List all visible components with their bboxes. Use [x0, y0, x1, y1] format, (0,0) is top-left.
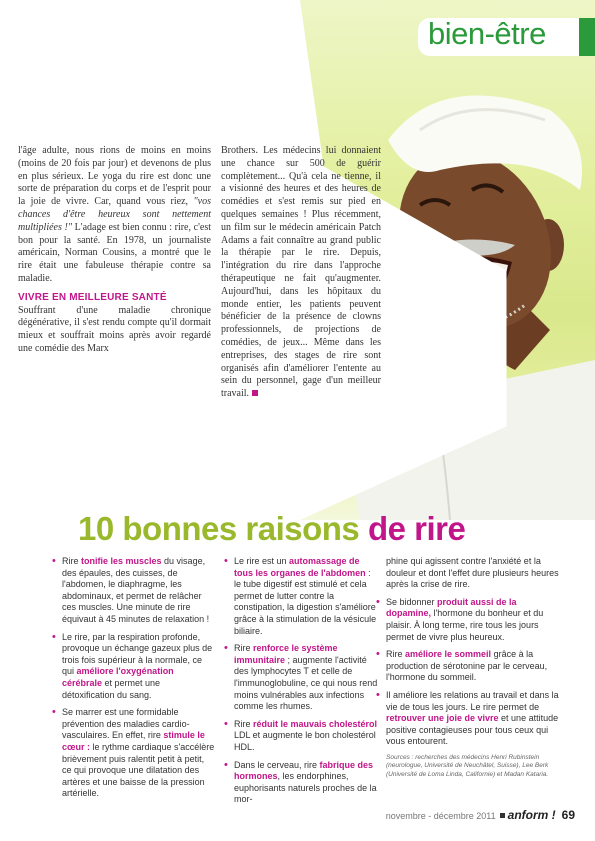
reason-item-5: • Rire renforce le système immunitaire ; augmente l'activité des lymphocytes T et celle de l'immunoglobuline, ce qui nous rend moins vulnérables aux infections comme les rhumes.	[222, 643, 380, 713]
col1-paragraph-1	[18, 145, 211, 286]
page-number: 69	[561, 808, 575, 822]
col1-quote: "vos chances d'être heureux sont nettement multipliées !"	[18, 196, 211, 233]
title-part-2: de rire	[367, 510, 466, 547]
reasons-column-1	[50, 556, 215, 806]
reason-item-4: • Le rire est un automassage de tous les organes de l'abdomen : le tube digestif est stimulé et cela permet de lutter contre la constipation, la digestion s'améliore grâce à la stimulation de la vésicule biliaire.	[222, 556, 380, 637]
footer-square-icon	[500, 813, 505, 818]
reasons-column-2	[222, 556, 380, 812]
magazine-brand: anform !	[507, 808, 556, 822]
col2-para1-text: Brothers. Les médecins lui donnaient une chance sur 500 de guérir complètement... Qu'à cela ne tienne, il a visionné des heures et des heures de comédies et s'est remis sur pied en quelques semaines ! Plus récemment, un film sur le médecin américain Patch Adams a fait connaître au grand public la thérapie par le rire. Depuis, l'intégration du rire dans l'approche thérapeutique ne fait qu'augmenter. Aujourd'hui, dans les hôpitaux du monde entier, les patients peuvent bénéficier de la présence de clowns professionnels, de projections de comédies, de jeux... Même dans les entreprises, des stages de rire sont organisés afin d'améliorer l'entente au sein du personnel, gage d'un meilleur travail.	[221, 145, 381, 400]
reason-item-10: • Il améliore les relations au travail et dans la vie de tous les jours. Le rire permet de retrouver une joie de vivre et une attitude positive contagieuses pour tous ceux qui vous entourent.	[374, 690, 564, 748]
title-part-1: 10 bonnes raisons	[78, 510, 368, 547]
section-tab	[418, 18, 595, 56]
reason-item-8: • Se bidonner produit aussi de la dopamine, l'hormone du bonheur et du plaisir. À long terme, rire tous les jours permet de vivre plus heureux.	[374, 597, 564, 643]
col2-paragraph-1	[221, 145, 381, 401]
article-column-1	[18, 145, 211, 356]
section-color-bar	[579, 18, 595, 56]
reasons-column-3	[374, 556, 564, 779]
reason-item-1: • Rire tonifie les muscles du visage, des épaules, des cuisses, de l'abdomen, le diaphragme, les abdominaux, et permet de relâcher ces muscles. Une minute de rire équivaut à 45 minutes de relaxation !	[50, 556, 215, 626]
reason-item-3: • Se marrer est une formidable prévention des maladies cardio-vasculaires. En effet, rire stimule le cœur : le rythme cardiaque s'accélère brièvement puis ralentit petit à petit, ce qui provoque une dilatation des artères et une baisse de la pression artérielle.	[50, 707, 215, 800]
sources-note: Sources : recherches des médecins Henri Rubinstein (neurologue, Université de Neuchâtel, Suisse), Lee Berk (Université de Loma Linda, Californie) et Madan Kataria.	[386, 753, 549, 778]
reason-item-7: • Dans le cerveau, rire fabrique des hormones, les endorphines, euphorisants naturels proches de la mor-	[222, 760, 380, 806]
col1-para1-text-a: l'âge adulte, nous rions de moins en moins (moins de 20 fois par jour) et devenons de plus en plus sérieux. Le yoga du rire est donc une sorte de préparation du corps et de l'esprit pour la joie de vivre. Car, quand vous riez,	[18, 145, 211, 208]
section-label: bien-être	[428, 16, 546, 51]
reason-item-6: • Rire réduit le mauvais cholestérol LDL et augmente le bon cholestérol HDL.	[222, 719, 380, 754]
col1-paragraph-2: Souffrant d'une maladie chronique dégénérative, il s'est rendu compte qu'il dormait mieux et souffrait moins après avoir regardé une comédie des Marx	[18, 304, 211, 354]
col1-para1-text-b: L'adage est bien connu : rire, c'est bon pour la santé. En 1978, un journaliste américain, Norman Cousins, a montré que le rire était une fabuleuse thérapie contre sa maladie.	[18, 221, 211, 284]
reason-item-7-continued: phine qui agissent contre l'anxiété et la douleur et dont l'effet dure plusieurs heures après la crise de rire.	[386, 556, 559, 590]
reason-item-9: • Rire améliore le sommeil grâce à la production de sérotonine par le cerveau, l'hormone du sommeil.	[374, 649, 564, 684]
subhead-vivre: VIVRE EN MEILLEURE SANTÉ	[18, 291, 167, 303]
end-mark-icon	[252, 390, 258, 396]
article-column-2	[221, 145, 381, 401]
page-footer	[386, 808, 575, 822]
main-title	[78, 510, 465, 548]
reason-item-2: • Le rire, par la respiration profonde, provoque un échange gazeux plus de trois fois supérieur à la normale, ce qui améliore l'oxygénation cérébrale et permet une détoxification du sang.	[50, 632, 215, 702]
issue-date: novembre - décembre 2011	[385, 811, 496, 821]
